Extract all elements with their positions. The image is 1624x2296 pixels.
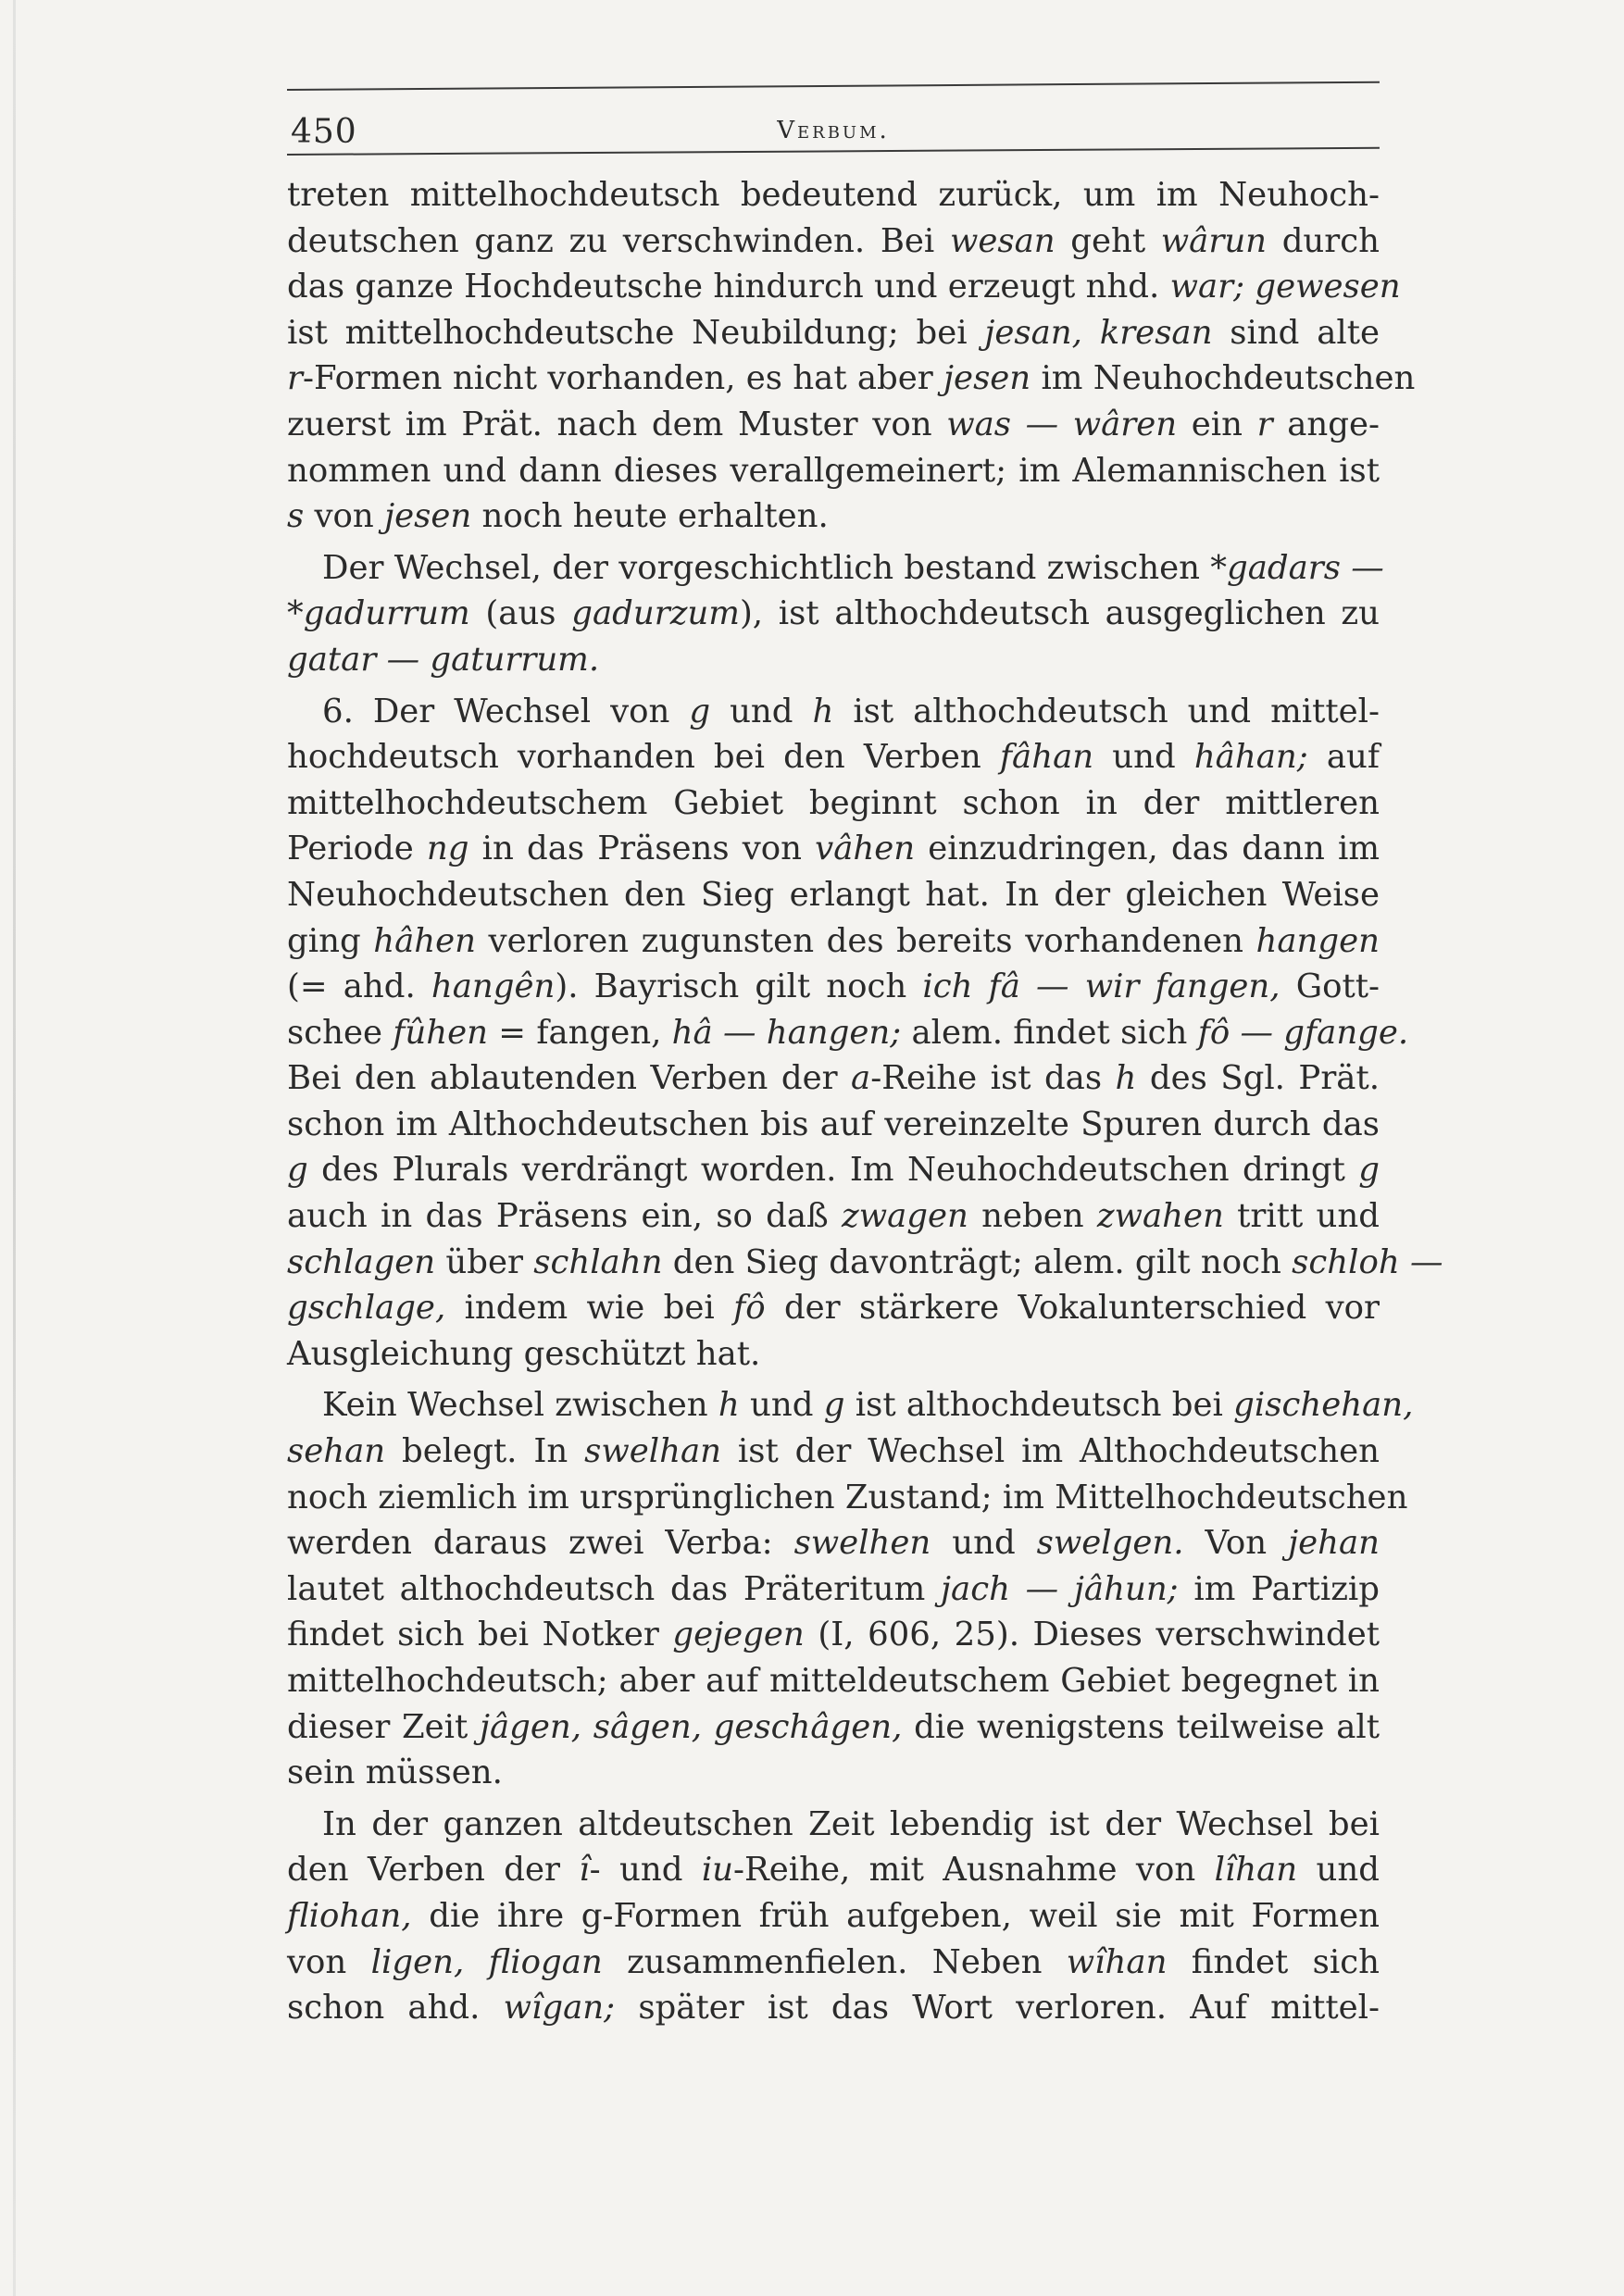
text-line	[287, 780, 1380, 827]
italic-term: jach — jâhun;	[941, 1569, 1179, 1608]
text-segment: ange-	[1272, 405, 1380, 443]
italic-term: gejegen	[672, 1616, 805, 1654]
italic-term: was — wâren	[946, 405, 1178, 443]
text-line	[287, 218, 1380, 265]
italic-term: g	[689, 692, 711, 730]
text-line	[287, 1847, 1380, 1893]
text-line	[287, 872, 1380, 918]
text-segment: 6. Der Wechsel von	[322, 692, 690, 730]
italic-term: jesen	[943, 359, 1031, 398]
italic-term: s	[287, 497, 305, 536]
text-segment: und	[1093, 738, 1194, 777]
text-segment: ist mittelhochdeutsche Neubildung; bei	[287, 313, 985, 352]
text-segment: über	[435, 1242, 534, 1281]
text-segment: - und	[589, 1851, 702, 1890]
text-segment: auf	[1307, 738, 1380, 777]
body-text	[287, 172, 1443, 2031]
text-line	[287, 1382, 1414, 1429]
text-segment: einzudringen, das dann im	[915, 830, 1380, 868]
italic-term: jehan	[1288, 1524, 1380, 1563]
text-line	[287, 1658, 1380, 1704]
italic-term: a	[851, 1059, 871, 1098]
italic-term: fliohan,	[287, 1896, 412, 1935]
italic-term: hâhan;	[1193, 738, 1308, 777]
italic-term: g	[1358, 1151, 1380, 1190]
italic-term: wîhan	[1066, 1942, 1168, 1981]
text-line	[287, 1750, 1380, 1796]
text-segment: zuerst im Prät. nach dem Muster von	[287, 405, 947, 443]
text-segment: lautet althochdeutsch das Präteritum	[287, 1569, 942, 1608]
italic-term: zwagen	[842, 1197, 968, 1236]
text-segment: mittelhochdeutsch; aber auf mitteldeutschem Gebiet begegnet in	[287, 1662, 1380, 1700]
text-segment: im Partizip	[1178, 1569, 1380, 1608]
italic-term: gatar — gaturrum.	[287, 640, 600, 679]
text-line	[287, 1102, 1380, 1148]
text-segment: In der ganzen altdeutschen Zeit lebendig ist der Wechsel bei	[322, 1804, 1380, 1843]
italic-term: fô — gfange.	[1197, 1013, 1409, 1052]
text-line	[287, 356, 1416, 402]
text-segment: ist althochdeutsch und mittel-	[833, 692, 1380, 730]
text-segment: (= ahd.	[287, 967, 431, 1006]
text-segment: treten mittelhochdeutsch bedeutend zurück, um im Neuhoch-	[287, 176, 1380, 214]
italic-term: iu	[701, 1851, 734, 1890]
text-line	[287, 310, 1380, 356]
italic-term: swelhen	[793, 1524, 931, 1563]
text-line	[287, 264, 1401, 310]
text-segment: (aus	[469, 594, 572, 633]
italic-term: vâhen	[815, 830, 916, 868]
text-segment: verloren zugunsten des bereits vorhandenen	[475, 921, 1256, 960]
text-segment: und	[739, 1386, 824, 1425]
text-line	[287, 402, 1380, 448]
text-line	[287, 964, 1380, 1010]
italic-term: zwahen	[1096, 1197, 1224, 1236]
italic-term: gischehan,	[1233, 1386, 1414, 1425]
text-line	[287, 545, 1384, 592]
italic-term: î	[579, 1851, 590, 1890]
text-segment: ). Bayrisch gilt noch	[555, 967, 923, 1006]
text-segment: der stärkere Vokalunterschied vor	[765, 1289, 1380, 1328]
text-segment: tritt und	[1223, 1197, 1380, 1236]
text-segment: ein	[1177, 405, 1257, 443]
text-segment: neben	[968, 1197, 1097, 1236]
text-segment: Periode	[287, 830, 427, 868]
text-segment: schon ahd.	[287, 1989, 504, 2028]
italic-term: hâhen	[373, 921, 476, 960]
text-line	[287, 1193, 1380, 1240]
text-line	[287, 172, 1380, 218]
text-segment: des Sgl. Prät.	[1136, 1059, 1380, 1098]
text-segment: das ganze Hochdeutsche hindurch und erzeugt nhd.	[287, 268, 1170, 306]
text-segment: schee	[287, 1013, 394, 1052]
text-segment: dieser Zeit	[287, 1707, 480, 1746]
page-header	[287, 91, 1380, 154]
text-line	[287, 826, 1380, 872]
text-segment: ), ist althochdeutsch ausgeglichen zu	[739, 594, 1380, 633]
text-line	[287, 1612, 1380, 1658]
text-segment: Neuhochdeutschen den Sieg erlangt hat. In der gleichen Weise	[287, 875, 1380, 914]
text-line	[287, 1010, 1409, 1056]
text-line	[287, 1704, 1380, 1751]
text-line	[287, 493, 1380, 540]
text-segment: findet sich bei Notker	[287, 1616, 673, 1654]
running-title: Verbum.	[777, 117, 890, 144]
text-segment: den Sieg davonträgt; alem. gilt noch	[662, 1242, 1293, 1281]
text-segment: Gott-	[1280, 967, 1380, 1006]
italic-term: schloh —	[1292, 1242, 1443, 1281]
italic-term: gschlage,	[287, 1289, 446, 1328]
text-segment: und	[1297, 1851, 1380, 1890]
italic-term: ng	[426, 830, 469, 868]
italic-term: *gadurrum	[287, 594, 470, 633]
text-segment: durch	[1267, 221, 1380, 260]
text-segment: indem wie bei	[445, 1289, 734, 1328]
text-segment: -Reihe ist das	[870, 1059, 1116, 1098]
text-line	[287, 734, 1380, 780]
text-segment: Kein Wechsel zwischen	[322, 1386, 718, 1425]
text-segment: den Verben der	[287, 1851, 580, 1890]
italic-term: ligen, fliogan	[370, 1942, 603, 1981]
text-segment: von	[304, 497, 385, 536]
italic-term: h	[718, 1386, 740, 1425]
italic-term: schlahn	[533, 1242, 663, 1281]
text-segment: schon im Althochdeutschen bis auf vereinzelte Spuren durch das	[287, 1104, 1380, 1143]
text-segment: belegt. In	[385, 1432, 585, 1471]
italic-term: hangen	[1255, 921, 1380, 960]
italic-term: war; gewesen	[1169, 268, 1401, 306]
text-line	[287, 1055, 1380, 1102]
text-segment: in das Präsens von	[468, 830, 816, 868]
text-segment: zusammenfielen. Neben	[602, 1942, 1067, 1981]
italic-term: r	[1256, 405, 1273, 443]
text-segment: deutschen ganz zu verschwinden. Bei	[287, 221, 950, 260]
italic-term: swelhan	[584, 1432, 721, 1471]
italic-term: gadars —	[1226, 548, 1384, 587]
italic-term: hangên	[431, 967, 556, 1006]
text-segment: alem. findet sich	[901, 1013, 1198, 1052]
text-line	[287, 1940, 1380, 1986]
text-line	[287, 448, 1380, 494]
text-segment: auch in das Präsens ein, so daß	[287, 1197, 843, 1236]
text-segment: -Reihe, mit Ausnahme von	[733, 1851, 1215, 1890]
text-line	[287, 1566, 1380, 1613]
text-segment: noch ziemlich im ursprünglichen Zustand; im Mittelhochdeutschen	[287, 1478, 1408, 1516]
italic-term: wesan	[949, 221, 1056, 260]
text-line	[287, 1240, 1443, 1286]
text-segment: Bei den ablautenden Verben der	[287, 1059, 852, 1098]
italic-term: jesen	[384, 497, 472, 536]
text-line	[287, 1475, 1408, 1521]
italic-term: hâ — hangen;	[671, 1013, 902, 1052]
text-segment: von	[287, 1942, 371, 1981]
italic-term: fô	[733, 1289, 766, 1328]
italic-term: h	[812, 692, 834, 730]
text-segment: = fangen,	[488, 1013, 672, 1052]
text-segment: Der Wechsel, der vorgeschichtlich bestand zwischen *	[322, 548, 1227, 587]
text-line	[287, 1520, 1380, 1566]
page-number: 450	[291, 113, 357, 151]
text-segment: die wenigstens teilweise alt	[902, 1707, 1380, 1746]
text-line	[287, 689, 1380, 735]
text-segment: des Plurals verdrängt worden. Im Neuhochdeutschen dringt	[307, 1151, 1359, 1190]
italic-term: g	[287, 1151, 308, 1190]
text-line	[287, 637, 1380, 683]
text-line	[287, 1147, 1380, 1193]
italic-term: ich fâ — wir fangen,	[922, 967, 1280, 1006]
text-segment: findet sich	[1167, 1942, 1380, 1981]
italic-term: fûhen	[393, 1013, 489, 1052]
text-line	[287, 1802, 1380, 1848]
text-segment: hochdeutsch vorhanden bei den Verben	[287, 738, 1000, 777]
text-segment: und	[710, 692, 813, 730]
header-top-rule	[287, 81, 1380, 91]
italic-term: g	[823, 1386, 845, 1425]
text-segment: ist althochdeutsch bei	[844, 1386, 1234, 1425]
text-line	[287, 1285, 1380, 1331]
text-segment: nommen und dann dieses verallgemeinert; im Alemannischen ist	[287, 451, 1380, 490]
text-line	[287, 1985, 1380, 2031]
text-line	[287, 1429, 1380, 1475]
text-line	[287, 918, 1380, 965]
text-segment: -Formen nicht vorhanden, es hat aber	[302, 359, 944, 398]
italic-term: jâgen, sâgen, geschâgen,	[479, 1707, 903, 1746]
italic-term: h	[1115, 1059, 1137, 1098]
text-segment: mittelhochdeutschem Gebiet beginnt schon in der mittleren	[287, 783, 1380, 822]
text-line	[287, 1893, 1380, 1940]
text-segment: später ist das Wort verloren. Auf mittel-	[615, 1989, 1380, 2028]
text-segment: werden daraus zwei Verba:	[287, 1524, 794, 1563]
text-segment: noch heute erhalten.	[471, 497, 829, 536]
italic-term: wârun	[1160, 221, 1268, 260]
italic-term: lîhan	[1214, 1851, 1298, 1890]
text-segment: Von	[1183, 1524, 1289, 1563]
text-segment: ist der Wechsel im Althochdeutschen	[720, 1432, 1380, 1471]
text-segment: ging	[287, 921, 374, 960]
italic-term: gadurzum	[571, 594, 740, 633]
text-segment: (I, 606, 25). Dieses verschwindet	[804, 1616, 1380, 1654]
italic-term: r	[287, 359, 303, 398]
text-segment: sind alte	[1212, 313, 1380, 352]
italic-term: fâhan	[999, 738, 1094, 777]
page-binding-edge	[13, 0, 16, 2296]
text-segment: geht	[1055, 221, 1161, 260]
text-line	[287, 591, 1380, 637]
italic-term: swelgen.	[1036, 1524, 1184, 1563]
text-segment: und	[931, 1524, 1037, 1563]
text-segment: sein müssen.	[287, 1753, 503, 1792]
text-segment: die ihre g-Formen früh aufgeben, weil sie mit Formen	[411, 1896, 1380, 1935]
italic-term: sehan	[287, 1432, 386, 1471]
italic-term: schlagen	[287, 1242, 436, 1281]
book-page	[287, 89, 1443, 2031]
text-segment: im Neuhochdeutschen	[1031, 359, 1416, 398]
text-line	[287, 1331, 1380, 1378]
italic-term: wîgan;	[503, 1989, 616, 2028]
italic-term: jesan, kresan	[984, 313, 1213, 352]
text-segment: Ausgleichung geschützt hat.	[287, 1334, 761, 1373]
